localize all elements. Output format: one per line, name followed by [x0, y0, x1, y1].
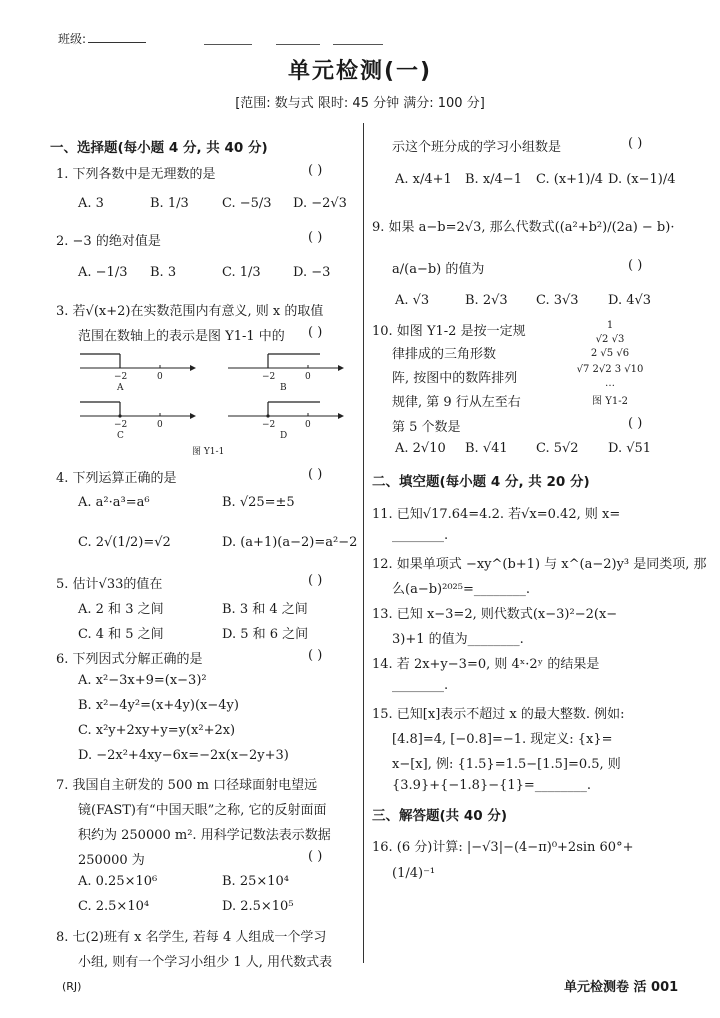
q2-option-b: B. 3 [150, 265, 177, 280]
q2-answer-paren: ( ) [308, 230, 323, 245]
tick-c-0: 0 [157, 420, 163, 430]
q1-stem: 1. 下列各数中是无理数的是 [56, 167, 216, 182]
q10-line2: 律排成的三角形数 [392, 347, 497, 362]
q6-answer-paren: ( ) [308, 648, 323, 663]
label-d: D [280, 431, 288, 441]
tick-b-neg2: −2 [262, 372, 276, 382]
q7-line4: 250000 为 [78, 853, 145, 868]
q8-answer-paren: ( ) [628, 136, 643, 151]
figure-y1-2-row2: √2 √3 [595, 334, 625, 345]
figure-y1-1-number-lines [70, 348, 350, 458]
number-line-b [228, 354, 344, 393]
q8-option-c: C. (x+1)/4 [536, 172, 604, 187]
q7-option-c: C. 2.5×10⁴ [78, 899, 150, 914]
q14-line2: ________. [392, 678, 449, 693]
q2-option-d: D. −3 [293, 265, 331, 280]
page-subtitle: [范围: 数与式 限时: 45 分钟 满分: 100 分] [235, 96, 485, 111]
tick-a-0: 0 [157, 372, 163, 382]
q2-option-c: C. 1/3 [222, 265, 261, 280]
q14-line1: 14. 若 2x+y−3=0, 则 4ˣ·2ʸ 的结果是 [372, 657, 600, 672]
q11-line1: 11. 已知√17.64=4.2. 若√x=0.42, 则 x= [372, 507, 621, 522]
q1-option-c: C. −5/3 [222, 196, 272, 211]
q4-answer-paren: ( ) [308, 467, 323, 482]
q9-line2: a/(a−b) 的值为 [392, 262, 485, 277]
label-c: C [117, 431, 124, 441]
page-title: 单元检测(一) [287, 59, 433, 84]
figure-y1-1-caption: 图 Y1-1 [192, 447, 225, 457]
q5-stem: 5. 估计√33的值在 [56, 577, 163, 592]
figure-y1-2-dots: … [605, 378, 615, 389]
q11-line2: ________. [392, 528, 449, 543]
q7-line3: 积约为 250000 m². 用科学记数法表示数据 [78, 828, 331, 843]
label-a: A [117, 383, 124, 393]
figure-y1-2-row3: 2 √5 √6 [590, 348, 630, 359]
q9-option-b: B. 2√3 [465, 293, 508, 308]
q5-option-b: B. 3 和 4 之间 [222, 602, 308, 617]
q9-option-a: A. √3 [395, 293, 430, 308]
q7-answer-paren: ( ) [308, 849, 323, 864]
tick-b-0: 0 [305, 372, 311, 382]
q1-option-b: B. 1/3 [150, 196, 189, 211]
q12-line1: 12. 如果单项式 −xy^(b+1) 与 x^(a−2)y³ 是同类项, 那 [372, 557, 707, 572]
q10-option-b: B. √41 [465, 441, 508, 456]
q3-line1: 3. 若√(x+2)在实数范围内有意义, 则 x 的取值 [56, 304, 324, 319]
q15-line2: [4.8]=4, [−0.8]=−1. 现定义: {x}= [392, 732, 613, 747]
tick-d-0: 0 [305, 420, 311, 430]
q10-option-d: D. √51 [608, 441, 652, 456]
q8-option-b: B. x/4−1 [465, 172, 522, 187]
q3-line2: 范围在数轴上的表示是图 Y1-1 中的 [78, 329, 285, 344]
q8-continuation: 示这个班分成的学习小组数是 [392, 140, 562, 155]
q8-line1: 8. 七(2)班有 x 名学生, 若每 4 人组成一个学习 [56, 930, 327, 945]
section-choice-heading: 一、选择题(每小题 4 分, 共 40 分) [50, 140, 268, 156]
q1-answer-paren: ( ) [308, 163, 323, 178]
q5-answer-paren: ( ) [308, 573, 323, 588]
q10-line4: 规律, 第 9 行从左至右 [392, 395, 521, 410]
q4-option-b: B. √25=±5 [222, 495, 295, 510]
q7-line1: 7. 我国自主研发的 500 m 口径球面射电望远 [56, 778, 318, 793]
q1-option-a: A. 3 [78, 196, 104, 211]
figure-y1-2-row1: 1 [606, 320, 614, 331]
q8-line2: 小组, 则有一个学习小组少 1 人, 用代数式表 [78, 955, 333, 970]
section-fill-heading: 二、填空题(每小题 4 分, 共 20 分) [372, 474, 590, 490]
figure-y1-2-row4: √7 2√2 3 √10 [576, 364, 644, 375]
q4-option-a: A. a²·a³=a⁶ [78, 495, 150, 510]
header-rule-3 [333, 44, 383, 45]
tick-a-neg2: −2 [114, 372, 128, 382]
q10-line5: 第 5 个数是 [392, 420, 461, 435]
q10-option-c: C. 5√2 [536, 441, 579, 456]
q3-answer-paren: ( ) [308, 325, 323, 340]
q15-line3: x−[x], 例: {1.5}=1.5−[1.5]=0.5, 则 [392, 757, 621, 772]
q15-line1: 15. 已知[x]表示不超过 x 的最大整数. 例如: [372, 707, 625, 722]
q9-option-c: C. 3√3 [536, 293, 579, 308]
q7-option-d: D. 2.5×10⁵ [222, 899, 294, 914]
q5-option-c: C. 4 和 5 之间 [78, 627, 164, 642]
figure-y1-2-caption: 图 Y1-2 [592, 396, 628, 407]
q13-line1: 13. 已知 x−3=2, 则代数式(x−3)²−2(x− [372, 607, 618, 622]
q16-line2: (1/4)⁻¹ [392, 866, 436, 881]
q5-option-a: A. 2 和 3 之间 [78, 602, 164, 617]
label-b: B [280, 383, 287, 393]
q15-line4: {3.9}+{−1.8}−{1}=________. [392, 778, 591, 793]
q4-option-c: C. 2√(1/2)=√2 [78, 535, 171, 550]
q6-option-d: D. −2x²+4xy−6x=−2x(x−2y+3) [78, 748, 289, 763]
q6-option-b: B. x²−4y²=(x+4y)(x−4y) [78, 698, 239, 713]
column-divider [363, 123, 364, 963]
header-rule-2 [276, 44, 320, 45]
header-rule-1 [204, 44, 252, 45]
footer-page-label: 单元检测卷 活 001 [564, 980, 679, 995]
q9-answer-paren: ( ) [628, 258, 643, 273]
q7-option-a: A. 0.25×10⁶ [78, 874, 158, 889]
tick-c-neg2: −2 [114, 420, 128, 430]
q6-stem: 6. 下列因式分解正确的是 [56, 652, 203, 667]
number-line-a [80, 354, 196, 393]
tick-d-neg2: −2 [262, 420, 276, 430]
number-line-d [228, 402, 344, 441]
q2-stem: 2. −3 的绝对值是 [56, 234, 161, 249]
section-solve-heading: 三、解答题(共 40 分) [372, 808, 508, 824]
q2-option-a: A. −1/3 [78, 265, 128, 280]
q4-option-d: D. (a+1)(a−2)=a²−2 [222, 535, 358, 550]
q10-answer-paren: ( ) [628, 416, 643, 431]
q10-line1: 10. 如图 Y1-2 是按一定规 [372, 324, 526, 339]
q7-line2: 镜(FAST)有“中国天眼”之称, 它的反射面面 [78, 803, 327, 818]
q4-stem: 4. 下列运算正确的是 [56, 471, 177, 486]
q10-option-a: A. 2√10 [395, 441, 446, 456]
q12-line2: 么(a−b)²⁰²⁵=________. [392, 582, 530, 597]
q7-option-b: B. 25×10⁴ [222, 874, 290, 889]
q9-line1: 9. 如果 a−b=2√3, 那么代数式((a²+b²)/(2a) − b)· [372, 220, 675, 235]
q6-option-a: A. x²−3x+9=(x−3)² [78, 673, 207, 688]
q6-option-c: C. x²y+2xy+y=y(x²+2x) [78, 723, 236, 738]
q5-option-d: D. 5 和 6 之间 [222, 627, 309, 642]
q9-option-d: D. 4√3 [608, 293, 652, 308]
q10-line3: 阵, 按图中的数阵排列 [392, 371, 518, 386]
class-label: 班级: [58, 30, 146, 47]
q8-option-a: A. x/4+1 [395, 172, 452, 187]
footer-edition: (RJ) [62, 980, 82, 993]
q16-line1: 16. (6 分)计算: |−√3|−(4−π)⁰+2sin 60°+ [372, 840, 634, 855]
q1-option-d: D. −2√3 [293, 196, 347, 211]
q13-line2: 3)+1 的值为________. [392, 632, 524, 647]
number-line-c [80, 402, 196, 441]
q8-option-d: D. (x−1)/4 [608, 172, 676, 187]
